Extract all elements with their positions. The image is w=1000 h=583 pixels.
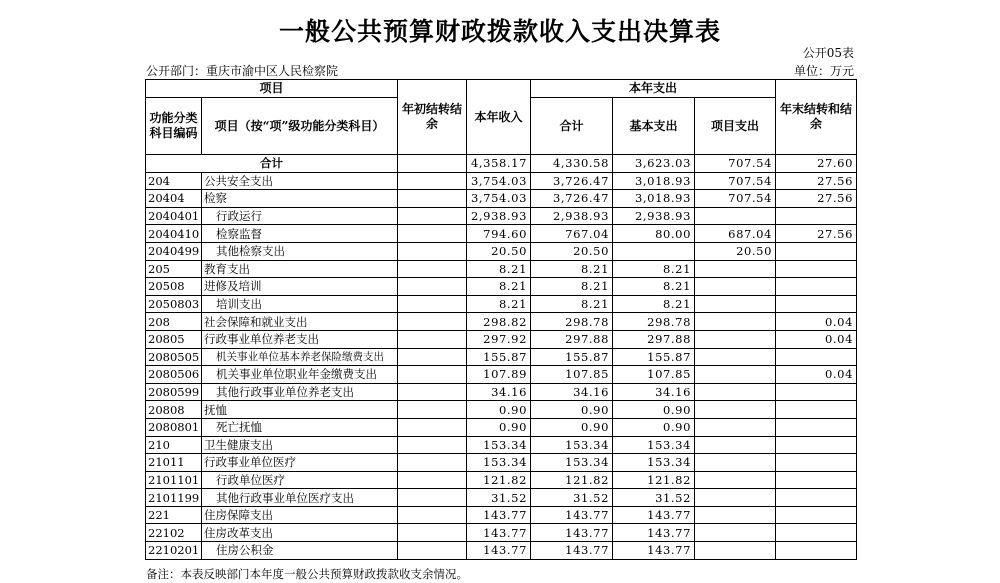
- code-cell: 205: [146, 260, 202, 278]
- end-balance-cell: [776, 489, 857, 507]
- basic-expense-cell: 143.77: [613, 506, 695, 524]
- project-expense-cell: [695, 278, 776, 296]
- project-expense-cell: [695, 401, 776, 419]
- end-balance-header: 年末结转和结余: [776, 80, 857, 155]
- basic-expense-cell: 8.21: [613, 260, 695, 278]
- end-balance-cell: [776, 207, 857, 225]
- project-expense-cell: 707.54: [695, 190, 776, 208]
- table-row: [146, 225, 857, 243]
- name-cell: 抚恤: [202, 401, 398, 419]
- code-cell: 204: [146, 172, 202, 190]
- end-balance-cell: [776, 471, 857, 489]
- income-cell: 34.16: [467, 383, 531, 401]
- basic-expense-cell: 153.34: [613, 454, 695, 472]
- project-expense-cell: [695, 383, 776, 401]
- begin-cell: [398, 366, 467, 384]
- form-number: 公开05表: [802, 46, 854, 60]
- name-cell: 其他检察支出: [202, 242, 398, 260]
- code-cell: 221: [146, 506, 202, 524]
- begin-cell: [398, 542, 467, 560]
- name-cell: 卫生健康支出: [202, 436, 398, 454]
- end-balance-cell: 0.04: [776, 330, 857, 348]
- project-expense-cell: [695, 489, 776, 507]
- table-row: [146, 471, 857, 489]
- code-cell: 208: [146, 313, 202, 331]
- name-cell: 住房公积金: [202, 542, 398, 560]
- name-cell: 社会保障和就业支出: [202, 313, 398, 331]
- income-cell: 143.77: [467, 524, 531, 542]
- begin-cell: [398, 225, 467, 243]
- name-header: 项目（按“项”级功能分类科目）: [202, 98, 398, 155]
- begin-cell: [398, 295, 467, 313]
- basic-expense-cell: 0.90: [613, 401, 695, 419]
- item-header: 项目: [146, 80, 398, 98]
- income-cell: 0.90: [467, 401, 531, 419]
- total-expense-cell: 0.90: [531, 418, 613, 436]
- begin-cell: [398, 348, 467, 366]
- end-balance-cell: [776, 295, 857, 313]
- income-cell: 8.21: [467, 278, 531, 296]
- basic-expense-cell: 155.87: [613, 348, 695, 366]
- name-cell: 死亡抚恤: [202, 418, 398, 436]
- total-begin: [398, 155, 467, 173]
- begin-cell: [398, 190, 467, 208]
- income-cell: 8.21: [467, 295, 531, 313]
- total-expense-cell: 31.52: [531, 489, 613, 507]
- code-cell: 2080599: [146, 383, 202, 401]
- name-cell: 机关事业单位职业年金缴费支出: [202, 366, 398, 384]
- begin-cell: [398, 242, 467, 260]
- income-cell: 107.89: [467, 366, 531, 384]
- total-expense-cell: 143.77: [531, 506, 613, 524]
- total-income: 4,358.17: [467, 155, 531, 173]
- total-expense-cell: 298.78: [531, 313, 613, 331]
- begin-cell: [398, 524, 467, 542]
- basic-expense-cell: 121.82: [613, 471, 695, 489]
- end-balance-cell: [776, 260, 857, 278]
- project-expense-cell: [695, 436, 776, 454]
- end-balance-cell: 27.56: [776, 172, 857, 190]
- total-expense-cell: 143.77: [531, 524, 613, 542]
- end-balance-cell: [776, 348, 857, 366]
- basic-expense-cell: 2,938.93: [613, 207, 695, 225]
- total-expense-cell: 297.88: [531, 330, 613, 348]
- total-end: 27.60: [776, 155, 857, 173]
- table-row: [146, 454, 857, 472]
- end-balance-cell: [776, 524, 857, 542]
- unit-label: 单位：万元: [793, 64, 854, 78]
- code-cell: 2080801: [146, 418, 202, 436]
- code-cell: 2040401: [146, 207, 202, 225]
- code-cell: 20508: [146, 278, 202, 296]
- end-balance-cell: [776, 454, 857, 472]
- name-cell: 行政事业单位养老支出: [202, 330, 398, 348]
- income-cell: 2,938.93: [467, 207, 531, 225]
- total-basic: 3,623.03: [613, 155, 695, 173]
- income-cell: 31.52: [467, 489, 531, 507]
- table-row: [146, 295, 857, 313]
- begin-cell: [398, 489, 467, 507]
- end-balance-cell: 27.56: [776, 225, 857, 243]
- table-row: [146, 190, 857, 208]
- table-row: [146, 401, 857, 419]
- name-cell: 检察监督: [202, 225, 398, 243]
- project-expense-cell: [695, 295, 776, 313]
- code-cell: 20808: [146, 401, 202, 419]
- total-expense-cell: 107.85: [531, 366, 613, 384]
- begin-cell: [398, 207, 467, 225]
- code-cell: 2050803: [146, 295, 202, 313]
- total-expense-cell: 2,938.93: [531, 207, 613, 225]
- end-balance-cell: 0.04: [776, 366, 857, 384]
- end-balance-cell: [776, 401, 857, 419]
- name-cell: 行政事业单位医疗: [202, 454, 398, 472]
- total-label: 合计: [146, 155, 398, 173]
- begin-cell: [398, 471, 467, 489]
- basic-expense-cell: 143.77: [613, 542, 695, 560]
- name-cell: 住房改革支出: [202, 524, 398, 542]
- income-cell: 8.21: [467, 260, 531, 278]
- income-cell: 3,754.03: [467, 190, 531, 208]
- begin-cell: [398, 506, 467, 524]
- begin-cell: [398, 313, 467, 331]
- code-cell: 2101199: [146, 489, 202, 507]
- income-cell: 0.90: [467, 418, 531, 436]
- basic-expense-cell: 143.77: [613, 524, 695, 542]
- end-balance-cell: 0.04: [776, 313, 857, 331]
- income-cell: 3,754.03: [467, 172, 531, 190]
- code-cell: 2040499: [146, 242, 202, 260]
- table-row: [146, 348, 857, 366]
- table-row: [146, 172, 857, 190]
- basic-expense-cell: 153.34: [613, 436, 695, 454]
- basic-expense-cell: 8.21: [613, 278, 695, 296]
- income-cell: 153.34: [467, 436, 531, 454]
- basic-expense-cell: 297.88: [613, 330, 695, 348]
- begin-cell: [398, 278, 467, 296]
- income-cell: 155.87: [467, 348, 531, 366]
- begin-cell: [398, 330, 467, 348]
- total-expense-cell: 143.77: [531, 542, 613, 560]
- code-cell: 20805: [146, 330, 202, 348]
- basic-expense-cell: 80.00: [613, 225, 695, 243]
- income-cell: 794.60: [467, 225, 531, 243]
- basic-expense-cell: 3,018.93: [613, 172, 695, 190]
- basic-expense-cell: 3,018.93: [613, 190, 695, 208]
- project-expense-cell: [695, 330, 776, 348]
- project-expense-cell: [695, 313, 776, 331]
- begin-cell: [398, 172, 467, 190]
- footnote: 备注：本表反映部门本年度一般公共预算财政拨款收支余情况。: [146, 567, 468, 581]
- name-cell: 培训支出: [202, 295, 398, 313]
- income-cell: 298.82: [467, 313, 531, 331]
- code-cell: 2040410: [146, 225, 202, 243]
- code-cell: 20404: [146, 190, 202, 208]
- table-row: [146, 542, 857, 560]
- name-cell: 进修及培训: [202, 278, 398, 296]
- basic-expense-cell: 31.52: [613, 489, 695, 507]
- total-project: 707.54: [695, 155, 776, 173]
- project-expense-header: 项目支出: [695, 98, 776, 155]
- table-row: [146, 383, 857, 401]
- total-expense-cell: 3,726.47: [531, 172, 613, 190]
- code-cell: 22102: [146, 524, 202, 542]
- name-cell: 住房保障支出: [202, 506, 398, 524]
- income-header: 本年收入: [467, 80, 531, 155]
- name-cell: 其他行政事业单位养老支出: [202, 383, 398, 401]
- income-cell: 20.50: [467, 242, 531, 260]
- end-balance-cell: [776, 278, 857, 296]
- budget-table: [145, 79, 857, 560]
- total-expense-cell: 0.90: [531, 401, 613, 419]
- income-cell: 297.92: [467, 330, 531, 348]
- end-balance-cell: 27.56: [776, 190, 857, 208]
- income-cell: 143.77: [467, 542, 531, 560]
- income-cell: 143.77: [467, 506, 531, 524]
- table-row: [146, 418, 857, 436]
- project-expense-cell: [695, 471, 776, 489]
- name-cell: 检察: [202, 190, 398, 208]
- project-expense-cell: [695, 506, 776, 524]
- expense-group-header: 本年支出: [531, 80, 776, 98]
- table-row: [146, 260, 857, 278]
- code-cell: 2080506: [146, 366, 202, 384]
- total-expense-cell: 121.82: [531, 471, 613, 489]
- name-cell: 行政单位医疗: [202, 471, 398, 489]
- end-balance-cell: [776, 542, 857, 560]
- total-expense-cell: 153.34: [531, 454, 613, 472]
- code-cell: 210: [146, 436, 202, 454]
- total-expense-cell: 155.87: [531, 348, 613, 366]
- income-cell: 121.82: [467, 471, 531, 489]
- total-expense-cell: 8.21: [531, 278, 613, 296]
- name-cell: 教育支出: [202, 260, 398, 278]
- begin-cell: [398, 383, 467, 401]
- name-cell: 公共安全支出: [202, 172, 398, 190]
- table-row: [146, 330, 857, 348]
- begin-cell: [398, 418, 467, 436]
- project-expense-cell: [695, 418, 776, 436]
- end-balance-cell: [776, 436, 857, 454]
- project-expense-cell: [695, 454, 776, 472]
- name-cell: 行政运行: [202, 207, 398, 225]
- table-row: [146, 366, 857, 384]
- total-expense-cell: 8.21: [531, 295, 613, 313]
- basic-expense-cell: 0.90: [613, 418, 695, 436]
- total-expense: 4,330.58: [531, 155, 613, 173]
- code-cell: 21011: [146, 454, 202, 472]
- begin-balance-header: 年初结转结余: [398, 80, 467, 155]
- end-balance-cell: [776, 383, 857, 401]
- basic-expense-cell: 34.16: [613, 383, 695, 401]
- basic-expense-cell: 8.21: [613, 295, 695, 313]
- department-label: 公开部门：重庆市渝中区人民检察院: [146, 64, 339, 78]
- page-title: 一般公共预算财政拨款收入支出决算表: [278, 17, 721, 46]
- code-cell: 2210201: [146, 542, 202, 560]
- begin-cell: [398, 401, 467, 419]
- table-row: [146, 506, 857, 524]
- total-expense-header: 合计: [531, 98, 613, 155]
- code-cell: 2101101: [146, 471, 202, 489]
- begin-cell: [398, 454, 467, 472]
- code-header: 功能分类科目编码: [146, 98, 202, 155]
- project-expense-cell: 707.54: [695, 172, 776, 190]
- table-row: [146, 436, 857, 454]
- table-row: [146, 524, 857, 542]
- total-expense-cell: 3,726.47: [531, 190, 613, 208]
- total-expense-cell: 8.21: [531, 260, 613, 278]
- project-expense-cell: [695, 348, 776, 366]
- basic-expense-cell: [613, 242, 695, 260]
- project-expense-cell: 20.50: [695, 242, 776, 260]
- project-expense-cell: [695, 207, 776, 225]
- name-cell: 其他行政事业单位医疗支出: [202, 489, 398, 507]
- project-expense-cell: 687.04: [695, 225, 776, 243]
- table-row: [146, 278, 857, 296]
- end-balance-cell: [776, 506, 857, 524]
- total-expense-cell: 34.16: [531, 383, 613, 401]
- code-cell: 2080505: [146, 348, 202, 366]
- total-expense-cell: 767.04: [531, 225, 613, 243]
- table-row: [146, 489, 857, 507]
- end-balance-cell: [776, 418, 857, 436]
- begin-cell: [398, 436, 467, 454]
- total-expense-cell: 20.50: [531, 242, 613, 260]
- total-expense-cell: 153.34: [531, 436, 613, 454]
- basic-expense-cell: 298.78: [613, 313, 695, 331]
- project-expense-cell: [695, 542, 776, 560]
- total-row: [146, 155, 857, 173]
- table-row: [146, 242, 857, 260]
- name-cell: 机关事业单位基本养老保险缴费支出: [202, 348, 398, 366]
- table-row: [146, 313, 857, 331]
- project-expense-cell: [695, 260, 776, 278]
- basic-expense-cell: 107.85: [613, 366, 695, 384]
- project-expense-cell: [695, 366, 776, 384]
- income-cell: 153.34: [467, 454, 531, 472]
- table-row: [146, 207, 857, 225]
- end-balance-cell: [776, 242, 857, 260]
- begin-cell: [398, 260, 467, 278]
- basic-expense-header: 基本支出: [613, 98, 695, 155]
- project-expense-cell: [695, 524, 776, 542]
